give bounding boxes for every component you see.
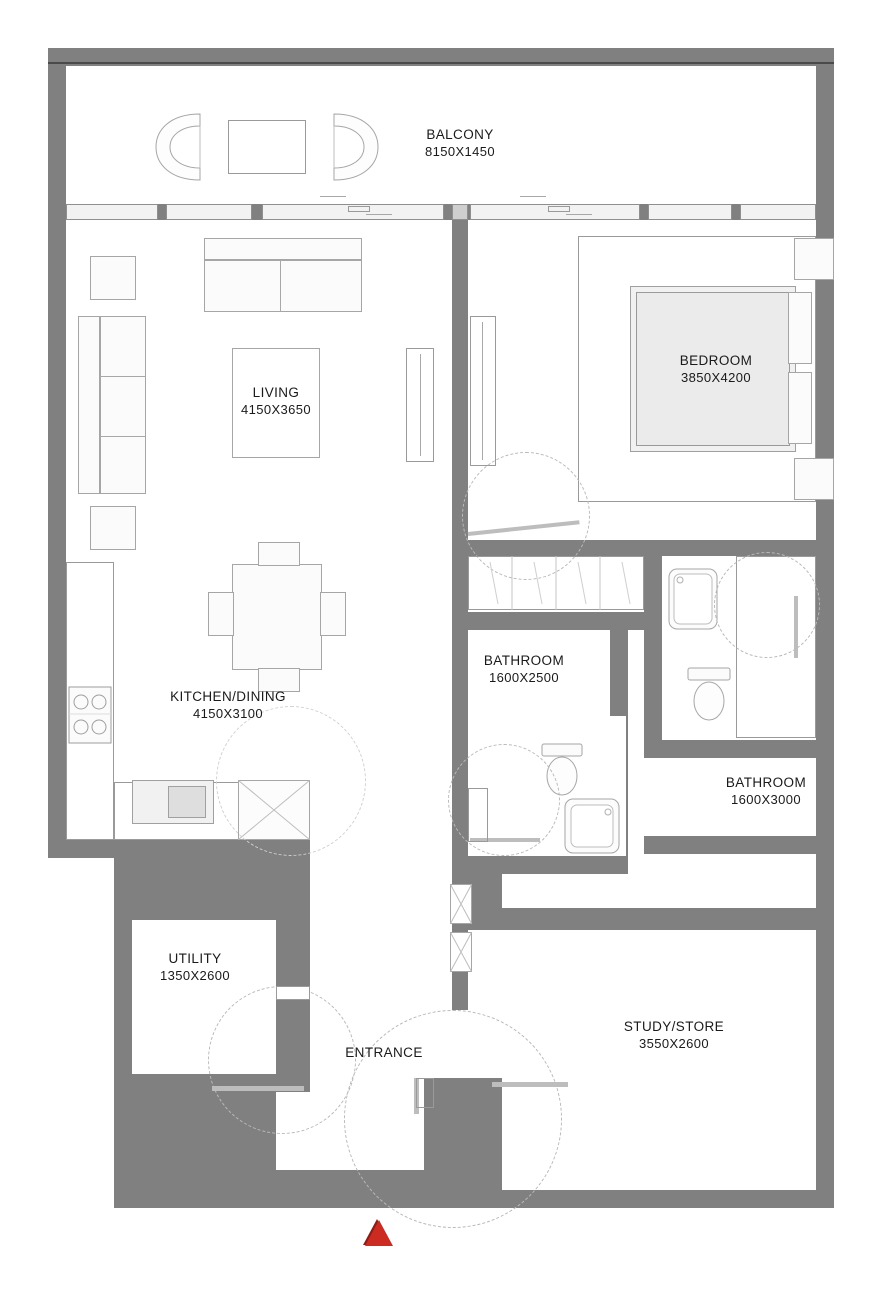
- wall-bath2-bottom-edge: [644, 836, 834, 854]
- wall-bath1-bottom: [452, 856, 628, 874]
- slide-track-1: [348, 206, 370, 212]
- room-name: KITCHEN/DINING: [170, 689, 286, 704]
- entrance-door-leaf-2: [492, 1082, 568, 1087]
- window-panel-2: [740, 204, 816, 220]
- room-name: STUDY/STORE: [623, 1019, 725, 1034]
- dining-chair-right: [320, 592, 346, 636]
- room-label-utility: [112, 950, 278, 984]
- slide-arrow-right-1: [320, 196, 346, 197]
- room-label-living: [186, 384, 366, 418]
- sliding-door-panel-4: [648, 204, 732, 220]
- room-label-balcony: [370, 126, 550, 160]
- wall-bath-block-mid: [452, 612, 660, 630]
- slide-arrow-left-2: [566, 214, 592, 215]
- window-panel-1: [66, 204, 158, 220]
- kitchen-door-arc: [216, 706, 366, 856]
- wall-bath2-left: [644, 540, 662, 758]
- room-label-kitchen-dining: [108, 688, 348, 722]
- cooktop-icon: [68, 686, 112, 744]
- room-dimensions: 4150X3100: [192, 706, 264, 721]
- wardrobe-bedroom: [470, 316, 496, 466]
- side-table-lower: [90, 506, 136, 550]
- corridor-wardrobe-doors: [468, 556, 644, 610]
- window-mullion: [452, 204, 468, 220]
- sink-basin: [168, 786, 206, 818]
- bathroom2-door-leaf: [794, 596, 798, 658]
- toilet-bath2-icon: [686, 666, 732, 724]
- sofa-left-divider-1: [100, 376, 146, 377]
- study-door-x-2: [450, 932, 472, 972]
- room-label-bathroom-2: [676, 774, 856, 808]
- room-dimensions: 3850X4200: [680, 370, 752, 385]
- wall-line-balcony-top: [48, 62, 834, 64]
- wall-study-top: [468, 908, 834, 930]
- room-dimensions: 1600X3000: [730, 792, 802, 807]
- balcony-chair-left: [152, 110, 214, 184]
- wall-entrance-bottom-left: [114, 1170, 310, 1208]
- balcony-table: [228, 120, 306, 174]
- sofa-top: [204, 238, 362, 260]
- utility-door-jamb: [276, 986, 310, 1000]
- entrance-threshold-plate: [416, 1078, 434, 1108]
- nightstand-top: [794, 238, 834, 280]
- sofa-top-seat: [204, 260, 362, 312]
- room-dimensions: 8150X1450: [424, 144, 496, 159]
- room-name: BALCONY: [426, 127, 494, 142]
- room-dimensions: 4150X3650: [240, 402, 312, 417]
- bathtub-bath1-icon: [564, 798, 620, 854]
- wardrobe-living-rail: [420, 354, 421, 456]
- wardrobe-bedroom-rail: [482, 322, 483, 460]
- dining-chair-left: [208, 592, 234, 636]
- room-label-bathroom-1: [434, 652, 614, 686]
- room-name: BATHROOM: [483, 653, 565, 668]
- slide-track-2: [548, 206, 570, 212]
- utility-door-leaf: [212, 1086, 304, 1091]
- wall-exterior-right: [816, 48, 834, 1208]
- dining-table: [232, 564, 322, 670]
- room-label-bedroom: [626, 352, 806, 386]
- room-name: LIVING: [252, 385, 300, 400]
- room-dimensions: 1350X2600: [159, 968, 231, 983]
- sofa-left-seat: [100, 316, 146, 494]
- north-arrow-icon: [365, 1220, 393, 1246]
- room-dimensions: 1600X2500: [488, 670, 560, 685]
- sofa-top-divider: [280, 260, 281, 312]
- room-name: UTILITY: [168, 951, 222, 966]
- side-table-upper: [90, 256, 136, 300]
- bathtub-bath2-icon: [668, 568, 718, 630]
- wall-exterior-left-upper: [48, 48, 66, 858]
- sofa-left-back: [78, 316, 100, 494]
- dining-chair-top: [258, 542, 300, 566]
- bathroom2-door-arc: [714, 552, 820, 658]
- entrance-door-arc: [344, 1010, 562, 1228]
- room-name: BEDROOM: [679, 353, 753, 368]
- wall-bath-block-left: [452, 540, 468, 908]
- slide-arrow-right-2: [520, 196, 546, 197]
- nightstand-bottom: [794, 458, 834, 500]
- room-label-study-store: [584, 1018, 764, 1052]
- room-dimensions: 3550X2600: [638, 1036, 710, 1051]
- study-door-x-1: [450, 884, 472, 924]
- sofa-left-divider-2: [100, 436, 146, 437]
- sliding-door-panel-1: [166, 204, 252, 220]
- bathroom1-vanity: [468, 788, 488, 842]
- room-name: BATHROOM: [725, 775, 807, 790]
- entrance-label: ENTRANCE: [345, 1045, 423, 1060]
- wall-kitchen-bottom: [48, 840, 114, 858]
- slide-arrow-left-1: [366, 214, 392, 215]
